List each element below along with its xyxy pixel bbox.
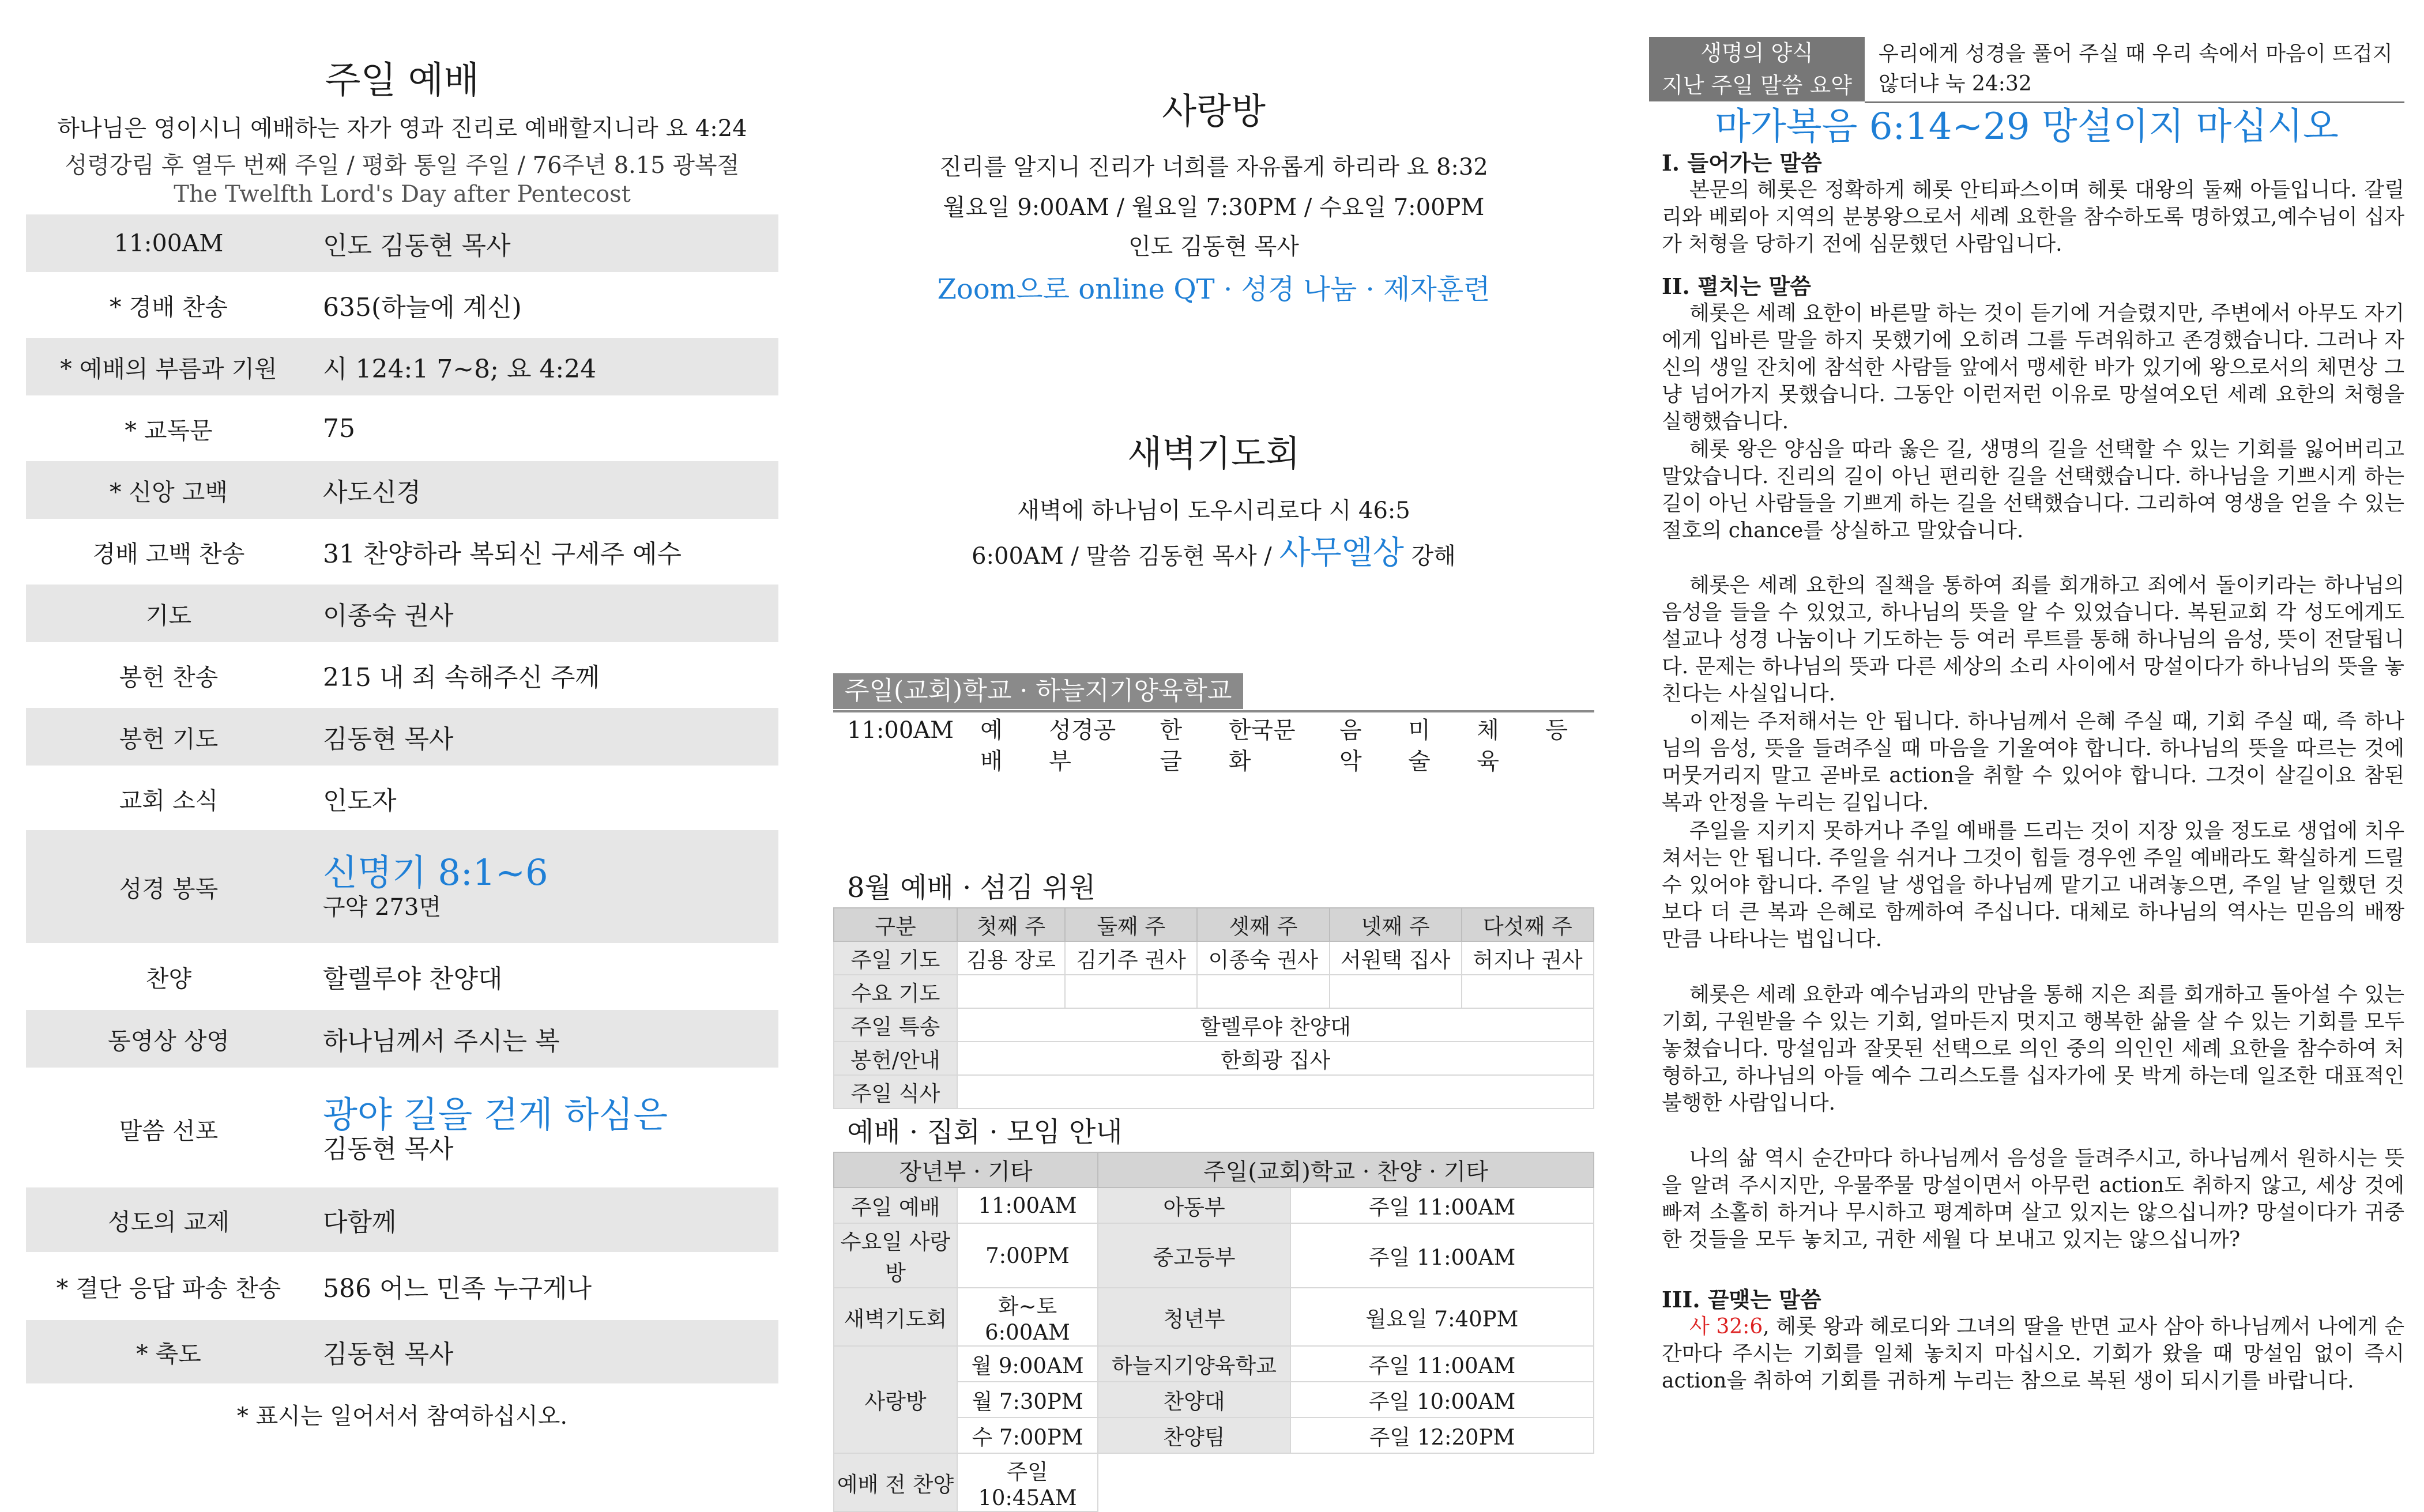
duty-cell: 이종숙 권사 xyxy=(1197,941,1329,975)
duty-row xyxy=(834,941,1594,975)
order-row xyxy=(26,1010,778,1068)
order-row-scripture xyxy=(26,830,778,943)
duty-row-label: 수요 기도 xyxy=(834,975,957,1008)
order-row-sermon xyxy=(26,1072,778,1185)
paragraph: 헤롯 왕은 양심을 따라 옳은 길, 생명의 길을 선택할 수 있는 기회를 잃어버리고 말았습니다. 진리의 길이 아닌 편리한 길을 선택했습니다. 하나님을 기쁘시게 하는 길이 아닌 사람들을 기쁘게 하는 길을 선택했습니다. 그리하여 영생을 얻을 수 있는 절호의 chance를 상실하고 말았습니다. xyxy=(1662,438,2404,542)
order-label: 찬양 xyxy=(145,964,192,993)
info-value: 주일 11:00AM xyxy=(1290,1346,1594,1382)
section-heading: II. 펼치는 말씀 xyxy=(1662,273,1811,299)
order-row xyxy=(26,277,778,333)
order-value: 시 124:1 7~8; 요 4:24 xyxy=(323,355,597,384)
order-value: 다함께 xyxy=(323,1208,397,1237)
info-label: 중고등부 xyxy=(1098,1223,1290,1288)
duty-row-label: 주일 특송 xyxy=(834,1008,957,1042)
duty-cell: 김용 장로 xyxy=(957,941,1065,975)
info-head-left: 장년부 · 기타 xyxy=(834,1152,1098,1187)
order-label: * 축도 xyxy=(136,1340,201,1368)
paragraph: 주일을 지키지 못하거나 주일 예배를 드리는 것이 지장 있을 정도로 생업에 치우쳐서는 안 됩니다. 주일을 쉬거나 그것이 힘들 경우엔 주일 예배라도 확실하게 드릴 수 있어야 합니다. 주일 날 생업을 하나님께 맡기고 내려놓으면, 주일 날 일했던 것보다 더 큰 복과 은혜로 함께하여 주십니다. 대체로 하나님의 역사는 믿음의 배짱 만큼 나타나는 법입니다. xyxy=(1662,819,2404,951)
order-value: 인도자 xyxy=(323,786,397,816)
order-value: 할렐루야 찬양대 xyxy=(323,964,503,994)
standing-note: * 표시는 일어서서 참여하십시오. xyxy=(236,1403,568,1430)
tag-divider xyxy=(1865,101,2404,103)
dawn-prayer-info xyxy=(833,534,1594,572)
order-label: 동영상 상영 xyxy=(107,1027,230,1055)
school-item: 한국문화 xyxy=(1228,717,1296,775)
duty-col-header: 셋째 주 xyxy=(1197,908,1329,941)
info-value: 7:00PM xyxy=(957,1223,1098,1288)
info-label: 새벽기도회 xyxy=(834,1288,957,1346)
order-row xyxy=(26,770,778,827)
dawn-prayer-suffix: 강해 xyxy=(1403,543,1456,570)
order-label: 봉헌 찬송 xyxy=(119,663,219,691)
info-value: 월요일 7:40PM xyxy=(1290,1288,1594,1346)
sermon-title: 광야 길을 걷게 하심은 xyxy=(323,1094,668,1136)
info-head-right: 주일(교회)학교 · 찬양 · 기타 xyxy=(1098,1152,1594,1187)
duty-row-label: 주일 기도 xyxy=(834,941,957,975)
school-item: 등 xyxy=(1545,717,1568,744)
info-label: 찬양대 xyxy=(1098,1382,1290,1417)
info-label: 청년부 xyxy=(1098,1288,1290,1346)
info-label: 아동부 xyxy=(1098,1187,1290,1223)
order-label: * 신앙 고백 xyxy=(110,478,228,506)
section-heading: I. 들어가는 말씀 xyxy=(1662,150,1822,176)
order-label: 11:00AM xyxy=(114,229,224,257)
order-row xyxy=(26,1187,778,1252)
info-value: 월 7:30PM xyxy=(957,1382,1098,1417)
duty-cell: 할렐루야 찬양대 xyxy=(957,1008,1594,1042)
order-value: 하나님께서 주시는 복 xyxy=(323,1027,560,1056)
paragraph: 헤롯은 세례 요한과 예수님과의 만남을 통해 지은 죄를 회개하고 돌아설 수 있는 기회, 구원받을 수 있는 기회, 얼마든지 멋지고 행복한 삶을 살 수 있는 기회를 모두 놓쳤습니다. 망설임과 잘못된 선택으로 의인 중의 의인인 세례 요한을 참수하여 처형하고, 하나님의 아들 예수 그리스도를 십자가에 못 박게 하는데 일조한 대표적인 불행한 사람입니다. xyxy=(1662,983,2404,1115)
info-value: 주일 12:20PM xyxy=(1290,1417,1594,1453)
info-label: 찬양팀 xyxy=(1098,1417,1290,1453)
duty-col-header: 둘째 주 xyxy=(1065,908,1197,941)
info-value: 주일 11:00AM xyxy=(1290,1223,1594,1288)
info-value: 주일 10:45AM xyxy=(957,1453,1098,1511)
school-heading: 주일(교회)학교 · 하늘지기양육학교 xyxy=(833,673,1243,709)
duty-row xyxy=(834,1042,1594,1075)
order-row xyxy=(26,1320,778,1383)
duty-row xyxy=(834,1075,1594,1108)
order-row xyxy=(26,948,778,1005)
order-value: 사도신경 xyxy=(323,478,421,507)
order-value: 31 찬양하라 복되신 구세주 예수 xyxy=(323,540,682,569)
scripture-reference: 사 32:6 xyxy=(1689,1315,1763,1338)
info-value: 화~토 6:00AM xyxy=(957,1288,1098,1346)
order-label: * 경배 찬송 xyxy=(110,293,228,321)
worship-verse: 하나님은 영이시니 예배하는 자가 영과 진리로 예배할지니라 요 4:24 xyxy=(57,115,747,142)
order-label: 기도 xyxy=(145,601,192,629)
sermon-summary-tag xyxy=(1649,37,1865,101)
paragraph: 본문의 헤롯은 정확하게 헤롯 안티파스이며 헤롯 대왕의 둘째 아들입니다. 갈릴리와 베뢰아 지역의 분봉왕으로서 세례 요한을 참수하도록 명하였고,예수님이 십자가 처형을 당하기 전에 심문했던 사람입니다. xyxy=(1662,178,2404,256)
dawn-prayer-time: 6:00AM / 말씀 김동현 목사 / xyxy=(972,543,1279,570)
school-item: 음악 xyxy=(1339,717,1362,775)
duty-table xyxy=(833,907,1594,1109)
school-item: 미술 xyxy=(1408,717,1431,775)
order-value: 인도 김동현 목사 xyxy=(323,231,511,261)
order-value: 586 어느 민족 누구게나 xyxy=(323,1274,592,1303)
school-item: 11:00AM xyxy=(847,717,954,744)
sarangbang-leader: 인도 김동현 목사 xyxy=(1128,233,1299,260)
duty-heading: 8월 예배 · 섬김 위원 xyxy=(847,872,1096,904)
scripture-reading: 신명기 8:1~6 xyxy=(323,851,548,893)
order-row xyxy=(26,1257,778,1315)
dawn-prayer-book: 사무엘상 xyxy=(1279,534,1404,572)
order-value: 75 xyxy=(323,413,355,443)
order-label: * 결단 응답 파송 찬송 xyxy=(56,1274,281,1302)
dawn-prayer-verse: 새벽에 하나님이 도우시리로다 시 46:5 xyxy=(1017,497,1410,524)
summary-title: 마가복음 6:14~29 망설이지 마십시오 xyxy=(1715,105,2339,148)
order-label: 말씀 선포 xyxy=(119,1117,219,1145)
info-label: 수요일 사랑방 xyxy=(834,1223,957,1288)
duty-row xyxy=(834,975,1594,1008)
duty-row xyxy=(834,1008,1594,1042)
info-value: 수 7:00PM xyxy=(957,1417,1098,1453)
duty-cell: 김기주 권사 xyxy=(1065,941,1197,975)
order-row xyxy=(26,708,778,766)
meetings-table xyxy=(833,1152,1594,1512)
duty-col-header: 넷째 주 xyxy=(1330,908,1462,941)
order-row xyxy=(26,585,778,642)
order-row xyxy=(26,523,778,580)
tag-line-2: 지난 주일 말씀 요약 xyxy=(1662,73,1852,98)
paragraph: 이제는 주저해서는 안 됩니다. 하나님께서 은혜 주실 때, 기회 주실 때, 즉 하나님의 음성, 뜻을 들려주실 때 마음을 기울여야 합니다. 하나님의 뜻을 따르는 것에 머뭇거리지 말고 곧바로 action을 취할 수 있어야 합니다. 그것이 살길이요 참된 복과 안정을 누리는 길입니다. xyxy=(1662,710,2404,815)
sarangbang-times: 월요일 9:00AM / 월요일 7:30PM / 수요일 7:00PM xyxy=(943,194,1485,221)
meetings-column xyxy=(833,0,1594,1510)
sermon-preacher: 김동현 목사 xyxy=(323,1134,454,1164)
school-item: 성경공부 xyxy=(1049,717,1116,775)
school-divider xyxy=(833,710,1594,712)
order-label: * 예배의 부름과 기원 xyxy=(60,355,277,383)
worship-english-title: The Twelfth Lord's Day after Pentecost xyxy=(174,181,631,208)
order-label: 봉헌 기도 xyxy=(119,725,219,753)
duty-col-header: 구분 xyxy=(834,908,957,941)
zoom-info: Zoom으로 online QT · 성경 나눔 · 제자훈련 xyxy=(937,273,1490,306)
order-value: 635(하늘에 계신) xyxy=(323,293,522,322)
info-value: 월 9:00AM xyxy=(957,1346,1098,1382)
order-row xyxy=(26,214,778,272)
school-item: 예배 xyxy=(980,717,1003,775)
order-label: 교회 소식 xyxy=(119,786,219,815)
duty-cell: 서원택 집사 xyxy=(1330,941,1462,975)
order-value xyxy=(311,852,778,921)
paragraph: 나의 삶 역시 순간마다 하나님께서 음성을 들려주시고, 하나님께서 원하시는 뜻을 알려 주시지만, 우물쭈물 망설이면서 아무런 action도 취하지 않고, 세상 것에 빠져 소홀히 하거나 무시하고 평계하며 살고 있지는 않으십니까? 망설이다가 귀중한 것들을 모두 놓치고, 귀한 세월 다 보내고 있지는 않으십니까? xyxy=(1662,1147,2404,1251)
info-label: 사랑방 xyxy=(834,1346,957,1453)
paragraph xyxy=(1662,1313,2404,1394)
worship-title: 주일 예배 xyxy=(325,59,480,102)
duty-row-label: 봉헌/안내 xyxy=(834,1042,957,1075)
duty-col-header: 다섯째 주 xyxy=(1462,908,1594,941)
order-label: 성도의 교제 xyxy=(107,1208,230,1236)
duty-col-header: 첫째 주 xyxy=(957,908,1065,941)
duty-cell: 허지나 권사 xyxy=(1462,941,1594,975)
section-heading: III. 끝맺는 말씀 xyxy=(1662,1287,1821,1313)
sarangbang-verse: 진리를 알지니 진리가 너희를 자유롭게 하리라 요 8:32 xyxy=(939,154,1488,180)
order-row xyxy=(26,647,778,703)
school-item: 한글 xyxy=(1160,717,1183,775)
school-item: 체육 xyxy=(1477,717,1499,775)
order-value: 김동현 목사 xyxy=(323,725,454,754)
info-label: 주일 예배 xyxy=(834,1187,957,1223)
worship-order-column xyxy=(26,0,778,1470)
order-row xyxy=(26,461,778,519)
order-value: 이종숙 권사 xyxy=(323,601,454,631)
duty-cell: 한희광 집사 xyxy=(957,1042,1594,1075)
school-items xyxy=(847,715,1594,777)
order-row xyxy=(26,400,778,457)
dawn-prayer-title: 새벽기도회 xyxy=(1127,432,1300,474)
info-value: 주일 10:00AM xyxy=(1290,1382,1594,1417)
duty-row-label: 주일 식사 xyxy=(834,1075,957,1108)
info-value: 11:00AM xyxy=(957,1187,1098,1223)
info-value: 주일 11:00AM xyxy=(1290,1187,1594,1223)
order-value: 215 내 죄 속해주신 주께 xyxy=(323,663,600,692)
sarangbang-title: 사랑방 xyxy=(1162,90,1266,132)
order-label: 성경 봉독 xyxy=(119,874,219,903)
tag-line-1: 생명의 양식 xyxy=(1700,40,1813,66)
info-label: 하늘지기양육학교 xyxy=(1098,1346,1290,1382)
paragraph-text: , 헤롯 왕과 헤로디와 그녀의 딸을 반면 교사 삼아 하나님께서 나에게 순간마다 주시는 기회를 일체 놓치지 마십시오. 기회가 왔을 때 망설임 없이 즉시 action을 취하여 기회를 귀하게 누리는 참으로 복된 생이 되시기를 바랍니다. xyxy=(1662,1315,2404,1393)
order-label: * 교독문 xyxy=(125,416,213,444)
order-value xyxy=(311,1094,778,1163)
info-label: 예배 전 찬양 xyxy=(834,1453,957,1511)
order-label: 경배 고백 찬송 xyxy=(92,540,245,568)
paragraph: 헤롯은 세례 요한의 질책을 통하여 죄를 회개하고 죄에서 돌이키라는 하나님의 음성을 들을 수 있었고, 하나님의 뜻을 알 수 있었습니다. 복된교회 각 성도에게도 설교나 성경 나눔이나 기도하는 등 여러 루트를 통해 하나님의 음성, 뜻이 전달됩니다. 문제는 하나님의 뜻과 다른 세상의 소리 사이에서 망설이다가 하나님의 뜻을 놓친다는 사실입니다. xyxy=(1662,574,2404,706)
order-row xyxy=(26,338,778,395)
tag-quote: 우리에게 성경을 풀어 주실 때 우리 속에서 마음이 뜨겁지 않더냐 눅 24:32 xyxy=(1879,42,2393,96)
paragraph: 헤롯은 세례 요한이 바른말 하는 것이 듣기에 거슬렸지만, 주변에서 아무도 자기에게 입바른 말을 하지 못했기에 오히려 그를 두려워하고 존경했습니다. 그러나 자신의 생일 잔치에 참석한 사람들 앞에서 맹세한 바가 있기에 왕으로서의 체면상 그냥 넘어가지 못했습니다. 그동안 이런저런 이유로 망설여오던 세례 요한의 처형을 실행했습니다. xyxy=(1662,301,2404,433)
worship-subtitle: 성령강림 후 열두 번째 주일 / 평화 통일 주일 / 76주년 8.15 광복절 xyxy=(65,152,740,179)
info-heading: 예배 · 집회 · 모임 안내 xyxy=(847,1116,1123,1148)
order-value: 김동현 목사 xyxy=(323,1340,454,1369)
sermon-summary-column xyxy=(1649,0,2404,1470)
scripture-page: 구약 273면 xyxy=(323,894,441,921)
